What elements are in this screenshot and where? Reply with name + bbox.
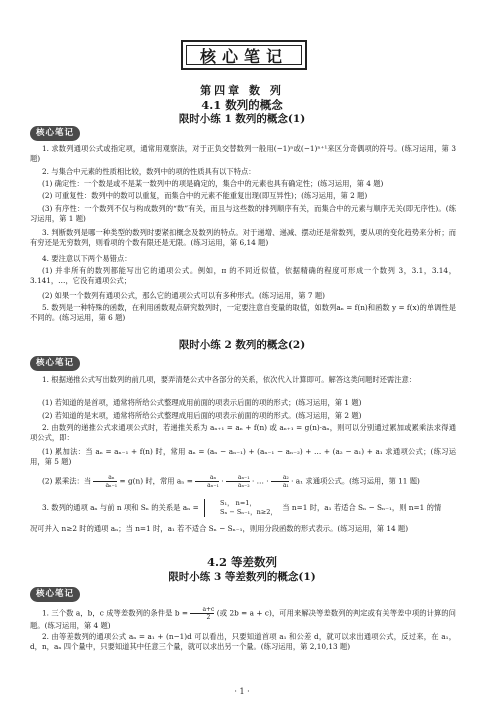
note-2-5: (1) 累加法：当 aₙ = aₙ₋₁ + f(n) 时，常用 aₙ = (aₙ − aₙ₋₁) + (aₙ₋₁ − aₙ₋₂) + … + (a₂ − a₁) + a₁ 求通项公式；(练习运用，第 5 题) [30,447,456,467]
drill-title-3: 限时小练 3 等差数列的概念(1) [168,571,316,583]
piecewise-brace [204,499,277,517]
section-title-4-1: 4.1 数列的概念 [201,98,283,112]
fraction [195,474,219,489]
note-2-2: (1) 若知道的是首项，通常将所给公式整理成用前面的项表示后面的项的形式；(练习运用，第 1 题) [42,398,362,407]
note-text: · [221,476,224,486]
note-1-2: 2. 与集合中元素的性质相比较，数列中的项的性质具有以下特点： [42,167,256,176]
fraction [226,474,250,489]
core-notes-badge: 核心笔记 [30,356,80,371]
drill-title-2: 限时小练 2 数列的概念(2) [178,339,306,351]
numerator: aₙ [195,474,219,482]
note-2-1: 1. 根据递推公式写出数列的前几项，要弄清楚公式中各部分的关系，依次代入计算即可。解答这类问题时还需注意： [42,375,417,384]
note-text: · a₁ 求通项公式。(练习运用，第 11 题) [291,476,420,486]
denominator: aₙ₋₁ [105,482,118,489]
note-2-7 [30,499,456,517]
note-text: · … · [251,476,269,486]
fraction [271,474,289,489]
case-2: Sₙ − Sₙ₋₁，n≥2， [220,508,277,516]
numerator: a+c [190,606,214,614]
core-notes-badge: 核心笔记 [30,587,80,602]
note-3-1 [30,606,456,631]
page-number: · 1 · [234,687,250,696]
note-2-8: 况可并入 n≥2 时的通项 aₙ；当 n=1 时，a₁ 若不适合 Sₙ − Sₙ₋₁，则用分段函数的形式表示。(练习运用，第 14 题) [30,524,409,533]
note-text: 3. 数列的通项 aₙ 与前 n 项和 Sₙ 的关系是 aₙ = [42,503,199,512]
note-1-3: (1) 确定性：一个数是或不是某一数列中的项是确定的，集合中的元素也具有确定性；(练习运用，第 4 题) [42,179,384,188]
note-1-10: 5. 数列是一种特殊的函数，在利用函数观点研究数列时，一定要注意自变量的取值，如数列aₙ = f(n)和函数 y = f(x)的单调性是不同的。(练习运用，第 6 题) [30,303,456,323]
core-notes-badge: 核心笔记 [30,126,80,141]
note-1-7: 4. 要注意以下两个易错点： [42,254,132,263]
note-1-4: (2) 可重复性：数列中的数可以重复，而集合中的元素不能重复出现(即互异性)；(练习运用，第 2 题) [42,191,368,200]
case-1: S₁， n=1， [220,499,256,507]
note-text: (或 2b = a + c)，可用来解决等差数列的判定或有关等差中项的计算的问题。(练习运用，第 4 题) [30,608,456,630]
note-1-8: (1) 并非所有的数列都能写出它的通项公式。例如，π 的不同近似值，依据精确的程度可形成一个数列 3，3.1，3.14，3.141，…，它没有通项公式； [30,266,456,286]
note-text: 当 n=1 时，a₁ 若适合 Sₙ − Sₙ₋₁，则 n=1 的情 [282,503,442,512]
note-2-6 [30,474,456,489]
document-page [26,0,458,711]
denominator: aₙ₋₁ [207,482,219,489]
note-2-3: (2) 若知道的是末项，通常将所给公式整理成用后面的项表示前面的项的形式。(练习运用，第 2 题) [42,411,362,420]
page-title: 核心笔记 [199,46,288,66]
note-2-4: 2. 由数列的递推公式求通项公式时，若递推关系为 aₙ₊₁ = aₙ + f(n) 或 aₙ₊₁ = g(n)·aₙ，则可以分别通过累加或累乘法求得通项公式，即： [30,423,456,443]
numerator: aₙ₋₁ [226,474,250,482]
note-1-9: (2) 如果一个数列有通项公式，那么它的通项公式可以有多种形式。(练习运用，第 7 题) [42,291,326,300]
header-box [181,40,307,70]
chapter-title: 第四章 数 列 [200,84,284,97]
denominator: a₁ [282,482,289,489]
fraction [93,474,117,489]
note-1-6: 3. 判断数列是哪一种类型的数列时要紧扣概念及数列的特点。对于递增、递减、摆动还是常数列，要从项的变化趋势来分析；而有穷还是无穷数列，则看项的个数有限还是无限。(练习运用，第 6,14 题) [30,228,456,248]
note-3-2: 2. 由等差数列的通项公式 aₙ = a₁ + (n−1)d 可以看出，只要知道首项 a₁ 和公差 d，就可以求出通项公式，反过来，在 a₁，d，n，aₙ 四个量中，只要知道其中任意三个量，就可以求出另一个量。(练习运用，第 2,10,13 题) [30,632,456,652]
denominator: 2 [206,614,211,621]
numerator: aₙ [93,474,117,482]
section-title-4-2: 4.2 等差数列 [206,555,277,569]
fraction [190,606,214,621]
note-text: = g(n) 时，常用 aₙ = [119,476,193,486]
denominator: aₙ₋₂ [237,482,250,489]
note-1-5: (3) 有序性：一个数列不仅与构成数列的“数”有关，而且与这些数的排列顺序有关，而集合中的元素与顺序无关(即无序性)。(练习运用，第 1 题) [30,204,456,224]
numerator: a₂ [271,474,289,482]
note-1-1: 1. 求数列通项公式或指定项，通常用观察法，对于正负交替数列一般用(−1)ⁿ或(−1)ⁿ⁺¹来区分奇偶项的符号。(练习运用，第 3 题) [30,144,456,164]
drill-title-1: 限时小练 1 数列的概念(1) [178,113,306,125]
note-text: 1. 三个数 a，b，c 成等差数列的条件是 b = [42,608,189,618]
note-text: (2) 累乘法：当 [42,476,92,486]
